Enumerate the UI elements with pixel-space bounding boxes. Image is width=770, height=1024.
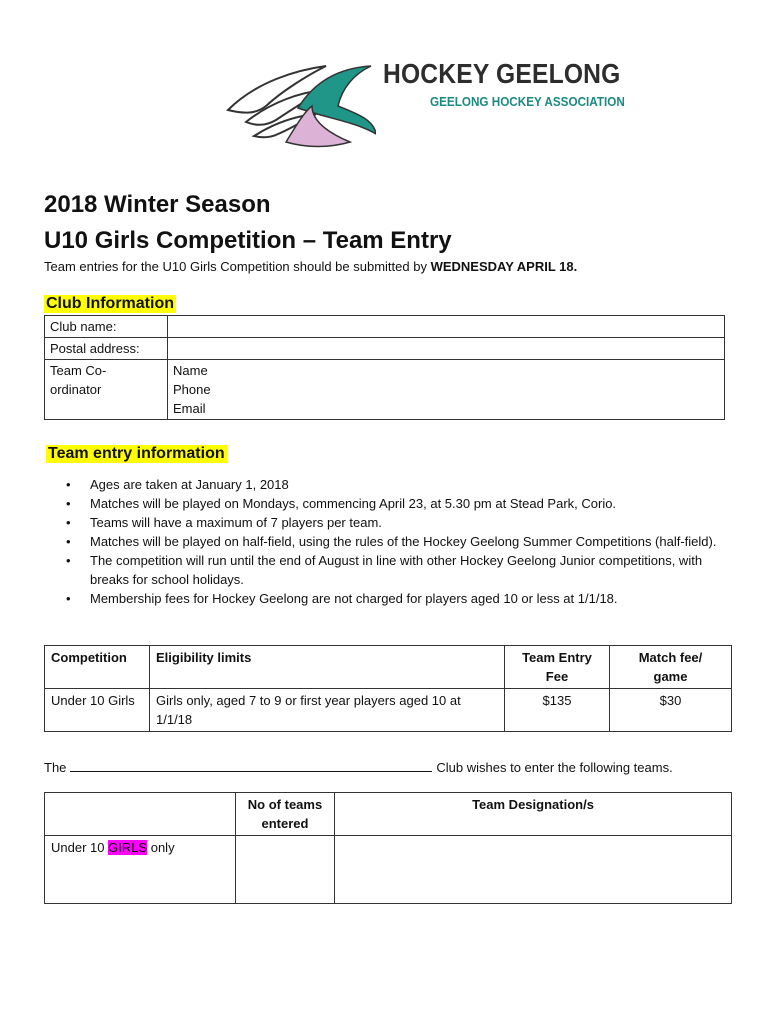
list-item-text: The competition will run until the end of August in line with other Hockey Geelong Junior competitions, with breaks for school holidays. bbox=[90, 553, 703, 587]
intro-text bbox=[44, 259, 577, 274]
table-row bbox=[45, 836, 732, 904]
intro-deadline: WEDNESDAY APRIL 18. bbox=[430, 259, 578, 274]
col-match-fee bbox=[610, 646, 732, 689]
col-no-of-teams-line1: No of teams bbox=[247, 797, 323, 812]
teams-header-blank bbox=[45, 793, 236, 836]
logo-swoosh-icon bbox=[226, 62, 376, 154]
col-team-entry-fee-line1: Team Entry bbox=[522, 650, 592, 665]
row-label-highlight: GIRLS bbox=[108, 840, 148, 855]
postal-label: Postal address: bbox=[45, 338, 168, 360]
club-name-row bbox=[45, 316, 725, 338]
club-name-blank-field[interactable] bbox=[70, 758, 432, 772]
row-label-pre: Under 10 bbox=[51, 840, 109, 855]
hockey-geelong-logo bbox=[226, 62, 376, 159]
cell-team-entry-fee: $135 bbox=[505, 689, 610, 732]
sentence-prefix: The bbox=[44, 760, 67, 775]
coordinator-phone-label: Phone bbox=[173, 382, 211, 397]
org-name: HOCKEY GEELONG bbox=[383, 58, 621, 89]
row-label-post: only bbox=[147, 840, 175, 855]
coordinator-email-label: Email bbox=[173, 401, 206, 416]
list-item bbox=[66, 532, 736, 551]
list-item-text: Matches will be played on half-field, using the rules of the Hockey Geelong Summer Competitions (half-field). bbox=[90, 534, 717, 549]
col-team-designation: Team Designation/s bbox=[335, 793, 732, 836]
bullet-icon: • bbox=[66, 553, 71, 568]
col-team-entry-fee-line2: Fee bbox=[545, 669, 569, 684]
list-item bbox=[66, 475, 736, 494]
page-title-season: 2018 Winter Season bbox=[44, 191, 271, 218]
coordinator-label-line2: ordinator bbox=[50, 382, 102, 397]
club-name-field[interactable] bbox=[168, 316, 725, 338]
cell-team-designation-field[interactable] bbox=[335, 836, 732, 904]
col-no-of-teams bbox=[236, 793, 335, 836]
coordinator-label-line1: Team Co- bbox=[50, 363, 107, 378]
cell-competition: Under 10 Girls bbox=[45, 689, 150, 732]
list-item bbox=[66, 551, 736, 589]
col-team-entry-fee bbox=[505, 646, 610, 689]
team-entry-list bbox=[66, 475, 736, 608]
list-item-text: Matches will be played on Mondays, commencing April 23, at 5.30 pm at Stead Park, Corio. bbox=[90, 496, 617, 511]
table-header-row bbox=[45, 793, 732, 836]
coordinator-row bbox=[45, 360, 725, 420]
postal-row bbox=[45, 338, 725, 360]
team-entry-heading: Team entry information bbox=[48, 445, 225, 462]
cell-under10-girls bbox=[45, 836, 236, 904]
page-title-competition: U10 Girls Competition – Team Entry bbox=[44, 227, 452, 254]
bullet-icon: • bbox=[66, 515, 71, 530]
teams-table bbox=[44, 792, 732, 904]
bullet-icon: • bbox=[66, 591, 71, 606]
club-entry-sentence bbox=[44, 758, 673, 775]
cell-no-of-teams-field[interactable] bbox=[236, 836, 335, 904]
club-info-heading: Club Information bbox=[46, 295, 174, 312]
col-eligibility: Eligibility limits bbox=[150, 646, 505, 689]
col-competition: Competition bbox=[45, 646, 150, 689]
list-item-text: Ages are taken at January 1, 2018 bbox=[90, 477, 289, 492]
coordinator-name-label: Name bbox=[173, 363, 208, 378]
table-header-row bbox=[45, 646, 732, 689]
club-name-label: Club name: bbox=[45, 316, 168, 338]
col-match-fee-line2: game bbox=[653, 669, 688, 684]
col-match-fee-line1: Match fee/ bbox=[638, 650, 703, 665]
cell-match-fee: $30 bbox=[610, 689, 732, 732]
list-item bbox=[66, 513, 736, 532]
list-item bbox=[66, 589, 736, 608]
bullet-icon: • bbox=[66, 534, 71, 549]
postal-field[interactable] bbox=[168, 338, 725, 360]
coordinator-label bbox=[45, 360, 168, 420]
sentence-suffix: Club wishes to enter the following teams. bbox=[436, 760, 673, 775]
intro-sentence: Team entries for the U10 Girls Competition should be submitted by bbox=[44, 259, 431, 274]
list-item bbox=[66, 494, 736, 513]
club-info-table bbox=[44, 315, 725, 420]
cell-eligibility: Girls only, aged 7 to 9 or first year players aged 10 at 1/1/18 bbox=[150, 689, 505, 732]
coordinator-field[interactable] bbox=[168, 360, 725, 420]
table-row bbox=[45, 689, 732, 732]
competition-table bbox=[44, 645, 732, 732]
bullet-icon: • bbox=[66, 496, 71, 511]
list-item-text: Teams will have a maximum of 7 players per team. bbox=[90, 515, 382, 530]
bullet-icon: • bbox=[66, 477, 71, 492]
list-item-text: Membership fees for Hockey Geelong are not charged for players aged 10 or less at 1/1/18. bbox=[90, 591, 618, 606]
org-subtitle: GEELONG HOCKEY ASSOCIATION bbox=[430, 94, 625, 109]
col-no-of-teams-line2: entered bbox=[261, 816, 309, 831]
